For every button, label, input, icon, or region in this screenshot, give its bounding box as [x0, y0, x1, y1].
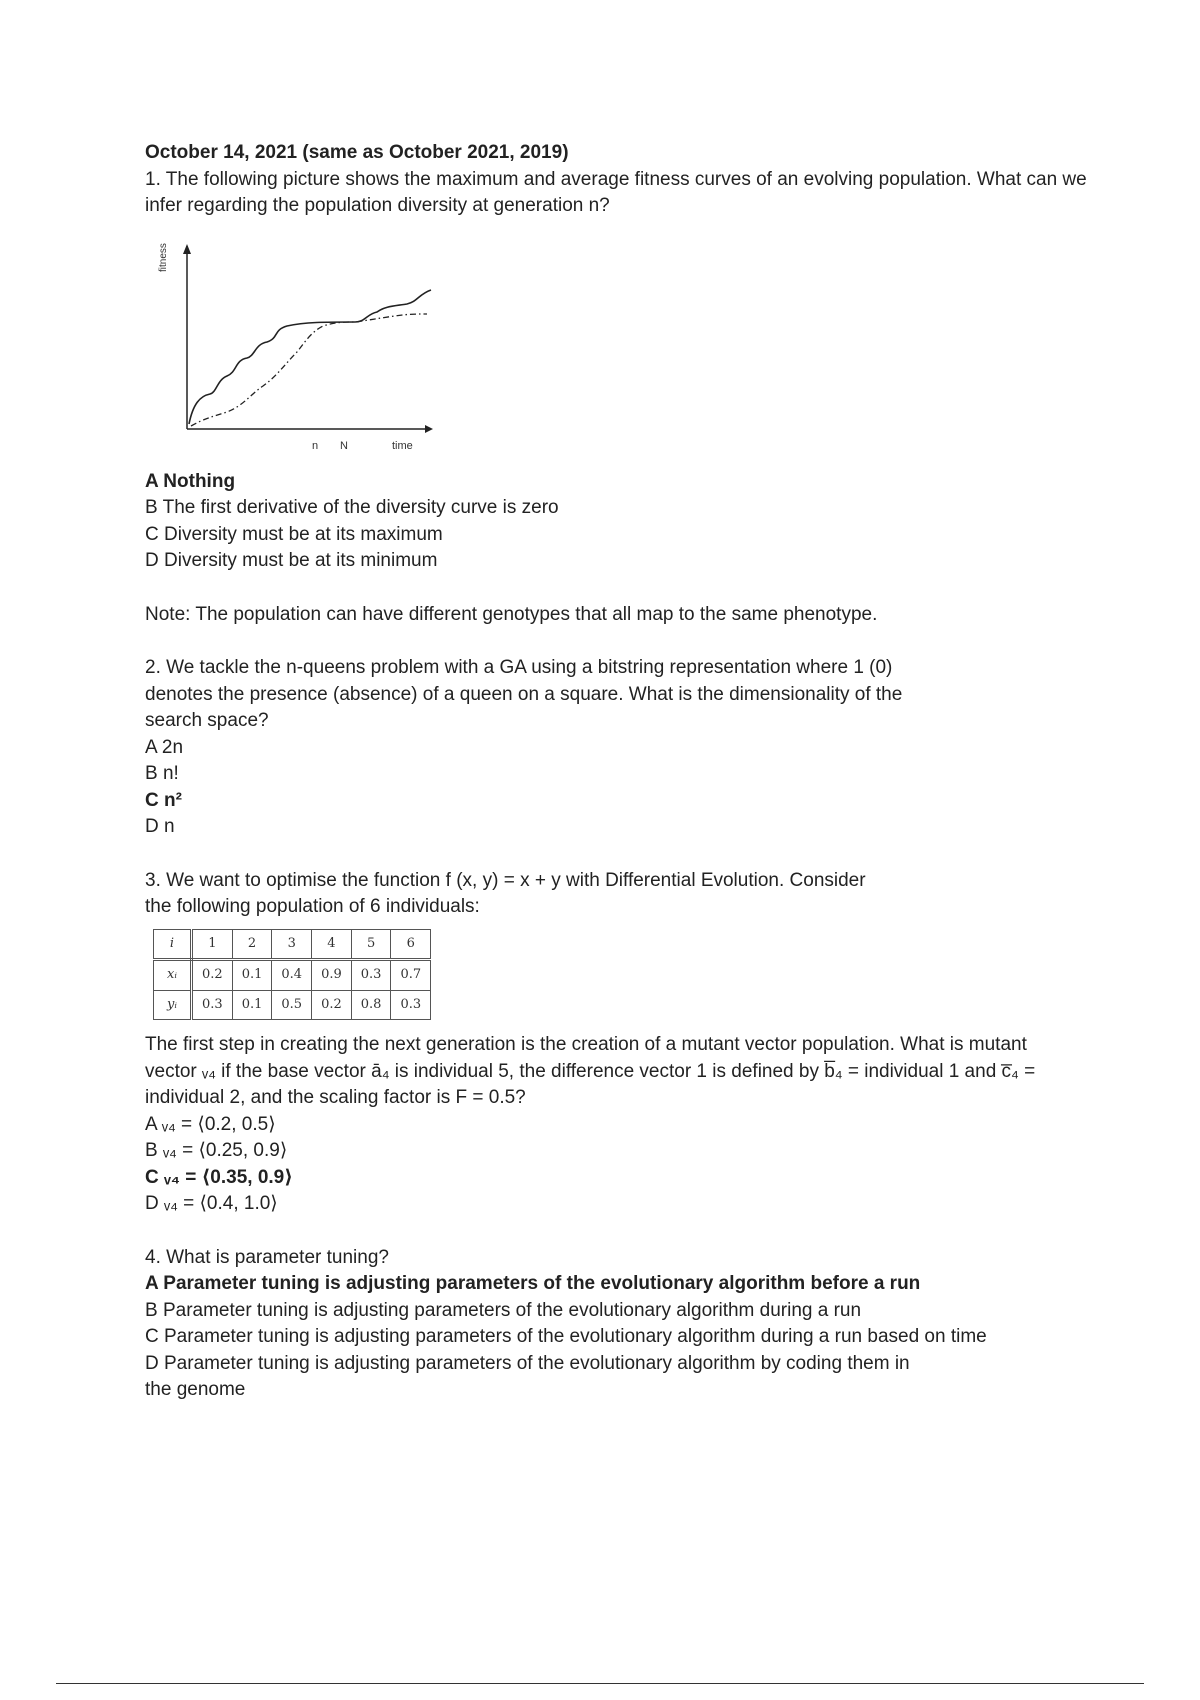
q4-option-b: B Parameter tuning is adjusting parameters of the evolutionary algorithm during a run	[145, 1299, 862, 1321]
q2-option-a: A 2n	[145, 736, 184, 758]
q3-option-b: B ᵥ₄ = ⟨0.25, 0.9⟩	[145, 1140, 288, 1161]
y-axis-label: fitness	[158, 242, 169, 272]
avg-fitness-curve	[191, 314, 427, 426]
q1-option-c: C Diversity must be at its maximum	[145, 523, 443, 545]
question-1-note: Note: The population can have different genotypes that all map to the same phenotype.	[145, 603, 878, 625]
q4-option-d: D Parameter tuning is adjusting parameters of the evolutionary algorithm by coding them in	[145, 1352, 910, 1374]
q1-option-a: A Nothing	[145, 470, 236, 492]
table-cell: 0.3	[391, 990, 431, 1020]
tick-n: n	[312, 439, 319, 452]
table-row	[154, 990, 431, 1020]
max-fitness-curve	[189, 290, 431, 424]
q3-option-d: D ᵥ₄ = ⟨0.4, 1.0⟩	[145, 1193, 278, 1214]
q3-option-c: C ᵥ₄ = ⟨0.35, 0.9⟩	[145, 1166, 293, 1188]
tick-N: N	[340, 439, 348, 452]
fitness-plot	[155, 234, 455, 459]
question-3-body-line2: vector ᵥ₄ if the base vector ā₄ is individual 5, the difference vector 1 is defined by b̅₄ = individual 1 and c̅₄ =	[145, 1060, 1036, 1082]
q3-option-a: A ᵥ₄ = ⟨0.2, 0.5⟩	[145, 1113, 276, 1135]
table-cell: xᵢ	[154, 960, 192, 991]
x-axis-arrow	[425, 425, 433, 433]
footer-rule	[56, 1683, 1144, 1684]
question-4-text: 4. What is parameter tuning?	[145, 1246, 389, 1268]
table-cell: 0.4	[272, 960, 312, 991]
question-3-text-line2: the following population of 6 individuals:	[145, 896, 480, 917]
table-cell: 1	[192, 929, 233, 960]
question-2-text-line2: denotes the presence (absence) of a queen on a square. What is the dimensionality of the	[145, 683, 903, 705]
table-row	[154, 960, 431, 991]
question-1-options	[145, 469, 1105, 575]
q4-option-d-continuation: the genome	[145, 1379, 246, 1400]
q2-option-d: D n	[145, 816, 175, 837]
q4-option-a: A Parameter tuning is adjusting parameters of the evolutionary algorithm before a run	[145, 1273, 921, 1294]
q2-option-b: B n!	[145, 763, 179, 784]
table-cell: yᵢ	[154, 990, 192, 1020]
table-cell: 0.1	[232, 960, 272, 991]
table-cell: 0.3	[351, 960, 391, 991]
table-cell: 0.2	[192, 960, 233, 991]
table-cell: 0.9	[312, 960, 352, 991]
q1-option-d: D Diversity must be at its minimum	[145, 550, 438, 571]
q4-option-c: C Parameter tuning is adjusting parameters of the evolutionary algorithm during a run based on time	[145, 1326, 987, 1347]
population-table	[153, 929, 431, 1021]
table-cell: 0.8	[351, 990, 391, 1020]
y-axis-arrow	[183, 244, 191, 254]
question-3-body-line1: The first step in creating the next generation is the creation of a mutant vector population. What is mutant	[145, 1034, 1027, 1055]
fitness-curve-figure	[155, 234, 455, 459]
document-page	[145, 140, 1105, 1404]
table-cell: 3	[272, 929, 312, 960]
question-3-text-line1: 3. We want to optimise the function f (x, y) = x + y with Differential Evolution. Consider	[145, 869, 866, 891]
question-1-text: 1. The following picture shows the maximum and average fitness curves of an evolving population. What can we infer regarding the population diversity at generation n?	[145, 168, 1087, 216]
page-heading: October 14, 2021 (same as October 2021, 2019)	[145, 142, 569, 163]
table-cell: 4	[312, 929, 352, 960]
table-cell: i	[154, 929, 192, 960]
table-cell: 6	[391, 929, 431, 960]
table-cell: 0.7	[391, 960, 431, 991]
table-cell: 2	[232, 929, 272, 960]
q1-option-b: B The first derivative of the diversity curve is zero	[145, 497, 559, 518]
table-cell: 0.1	[232, 990, 272, 1020]
table-cell: 0.2	[312, 990, 352, 1020]
table-header-row	[154, 929, 431, 960]
table-cell: 0.3	[192, 990, 233, 1020]
question-3-body-line3: individual 2, and the scaling factor is F = 0.5?	[145, 1087, 526, 1108]
table-cell: 0.5	[272, 990, 312, 1020]
table-cell: 5	[351, 929, 391, 960]
x-axis-label: time	[392, 439, 413, 452]
question-2-text-line1: 2. We tackle the n-queens problem with a GA using a bitstring representation where 1 (0)	[145, 657, 893, 678]
question-2-text-line3: search space?	[145, 710, 269, 731]
q2-option-c: C n²	[145, 789, 182, 811]
